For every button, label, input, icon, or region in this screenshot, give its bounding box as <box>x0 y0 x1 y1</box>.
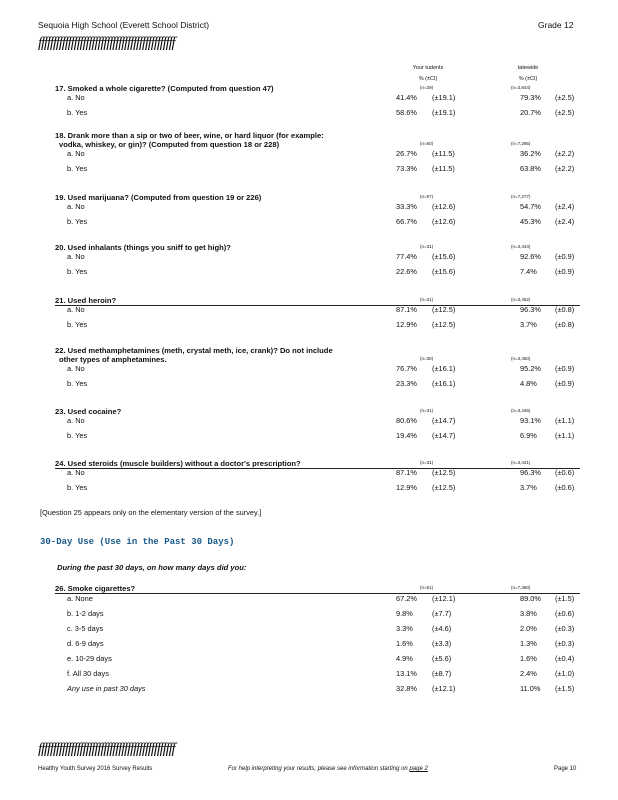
statewide-percent: 95.2% <box>520 364 541 373</box>
table-row <box>0 609 618 620</box>
answer-label: b. Yes <box>67 108 88 117</box>
statewide-ci: (±0.6) <box>555 483 575 492</box>
your-students-percent: 3.3% <box>396 624 413 633</box>
table-row <box>0 93 618 104</box>
answer-label: a. No <box>67 364 85 373</box>
statewide-percent: 3.7% <box>520 483 537 492</box>
answer-label: b. Yes <box>67 320 88 329</box>
sample-size-state: (n=3,444) <box>511 244 531 249</box>
sample-size-state: (n=3,450) <box>511 356 531 361</box>
sample-size-state: (n=3,452) <box>511 297 531 302</box>
question-text: 24. Used steroids (muscle builders) without a doctor's prescription? <box>55 459 301 468</box>
statewide-percent: 2.4% <box>520 669 537 678</box>
question-text: 22. Used methamphetamines (meth, crystal meth, ice, crank)? Do not include <box>55 346 333 355</box>
question-q21 <box>55 296 385 305</box>
table-row <box>0 684 618 695</box>
ornament-top: ffffffffffffffffffffffffffffffffffffffffffffff <box>38 36 175 50</box>
answer-label: b. Yes <box>67 217 88 226</box>
question-text: 18. Drank more than a sip or two of beer, wine, or hard liquor (for example: <box>55 131 324 140</box>
your-students-percent: 9.8% <box>396 609 413 618</box>
answer-label: a. No <box>67 416 85 425</box>
col-your-students-unit: % (±CI) <box>418 76 438 82</box>
table-row <box>0 364 618 375</box>
statewide-ci: (±0.8) <box>555 320 575 329</box>
your-students-percent: 87.1% <box>396 468 417 477</box>
your-students-percent: 12.9% <box>396 320 417 329</box>
section-intro: During the past 30 days, on how many days did you: <box>57 563 247 572</box>
answer-label: b. Yes <box>67 164 88 173</box>
section-title: 30-Day Use (Use in the Past 30 Days) <box>40 537 235 547</box>
your-students-ci: (±12.6) <box>432 202 456 211</box>
statewide-percent: 7.4% <box>520 267 537 276</box>
note-q25: [Question 25 appears only on the elementary version of the survey.] <box>40 508 262 517</box>
table-row <box>0 305 618 316</box>
table-row <box>0 108 618 119</box>
sample-size-local: (n=31) <box>420 460 434 465</box>
statewide-percent: 96.3% <box>520 468 541 477</box>
statewide-ci: (±1.5) <box>555 594 575 603</box>
statewide-percent: 11.0% <box>520 684 541 693</box>
answer-label: Any use in past 30 days <box>67 684 146 693</box>
statewide-percent: 6.9% <box>520 431 537 440</box>
col-statewide-label: tatewide <box>517 65 539 71</box>
statewide-ci: (±0.6) <box>555 609 575 618</box>
footer-help-text: For help interpreting your results, please see information starting on <box>228 766 408 772</box>
school-name: Sequoia High School (Everett School District) <box>38 20 210 30</box>
your-students-percent: 77.4% <box>396 252 417 261</box>
answer-label: a. No <box>67 149 85 158</box>
sample-size-local: (n=31) <box>420 297 434 302</box>
your-students-ci: (±16.1) <box>432 379 456 388</box>
sample-size-local: (n=60) <box>420 141 434 146</box>
your-students-ci: (±19.1) <box>432 93 456 102</box>
grade-label: Grade 12 <box>538 20 574 30</box>
answer-label: a. No <box>67 305 85 314</box>
statewide-ci: (±0.6) <box>555 468 575 477</box>
ornament-bottom: ffffffffffffffffffffffffffffffffffffffffffffff <box>38 742 175 756</box>
your-students-ci: (±16.1) <box>432 364 456 373</box>
answer-label: f. All 30 days <box>67 669 109 678</box>
sample-size-local: (n=30) <box>420 356 434 361</box>
answer-label: a. No <box>67 202 85 211</box>
your-students-percent: 4.9% <box>396 654 413 663</box>
table-row <box>0 149 618 160</box>
statewide-ci: (±0.3) <box>555 624 575 633</box>
your-students-percent: 76.7% <box>396 364 417 373</box>
sample-size-state: (n=3,446) <box>511 408 531 413</box>
statewide-ci: (±2.4) <box>555 202 575 211</box>
your-students-percent: 33.3% <box>396 202 417 211</box>
your-students-ci: (±11.5) <box>432 164 455 173</box>
table-row <box>0 379 618 390</box>
your-students-ci: (±12.5) <box>432 320 456 329</box>
footer-survey: Healthy Youth Survey 2016 Survey Results <box>38 766 153 772</box>
statewide-percent: 45.3% <box>520 217 541 226</box>
your-students-ci: (±7.7) <box>432 609 452 618</box>
statewide-ci: (±0.4) <box>555 654 575 663</box>
statewide-ci: (±0.9) <box>555 379 575 388</box>
table-row <box>0 624 618 635</box>
question-q20 <box>55 243 385 252</box>
footer-help <box>228 766 428 772</box>
your-students-ci: (±8.7) <box>432 669 452 678</box>
answer-label: c. 3-5 days <box>67 624 104 633</box>
your-students-ci: (±14.7) <box>432 416 456 425</box>
your-students-percent: 41.4% <box>396 93 417 102</box>
statewide-percent: 89.0% <box>520 594 541 603</box>
your-students-ci: (±11.5) <box>432 149 455 158</box>
answer-label: e. 10-29 days <box>67 654 112 663</box>
table-row <box>0 431 618 442</box>
answer-label: b. Yes <box>67 483 88 492</box>
table-row <box>0 217 618 228</box>
sample-size-local: (n=31) <box>420 408 434 413</box>
question-text: 21. Used heroin? <box>55 296 117 305</box>
your-students-ci: (±12.1) <box>432 684 456 693</box>
sample-size-state: (n=3,844) <box>511 85 531 90</box>
your-students-percent: 19.4% <box>396 431 417 440</box>
statewide-ci: (±0.9) <box>555 364 575 373</box>
statewide-percent: 4.8% <box>520 379 537 388</box>
table-row <box>0 654 618 665</box>
table-row <box>0 483 618 494</box>
statewide-percent: 2.0% <box>520 624 537 633</box>
sample-size-state: (n=7,277) <box>511 194 531 199</box>
statewide-percent: 3.8% <box>520 609 537 618</box>
col-statewide-unit: % (±CI) <box>518 76 538 82</box>
sample-size-local: (n=29) <box>420 85 434 90</box>
answer-label: b. Yes <box>67 267 88 276</box>
statewide-ci: (±0.9) <box>555 252 575 261</box>
statewide-percent: 20.7% <box>520 108 541 117</box>
table-row <box>0 164 618 175</box>
your-students-ci: (±19.1) <box>432 108 456 117</box>
table-row <box>0 669 618 680</box>
statewide-percent: 1.3% <box>520 639 537 648</box>
sample-size-state: (n=7,360) <box>511 585 531 590</box>
your-students-ci: (±12.5) <box>432 483 456 492</box>
statewide-percent: 92.6% <box>520 252 541 261</box>
your-students-ci: (±5.6) <box>432 654 452 663</box>
statewide-ci: (±1.5) <box>555 684 575 693</box>
table-row <box>0 320 618 331</box>
statewide-percent: 54.7% <box>520 202 541 211</box>
answer-label: a. None <box>67 594 93 603</box>
statewide-ci: (±2.4) <box>555 217 575 226</box>
statewide-ci: (±0.9) <box>555 267 575 276</box>
your-students-percent: 26.7% <box>396 149 417 158</box>
your-students-ci: (±12.5) <box>432 305 456 314</box>
question-text: 17. Smoked a whole cigarette? (Computed from question 47) <box>55 84 274 93</box>
col-your-students-label: Your tudents <box>412 65 444 71</box>
statewide-ci: (±2.2) <box>555 164 575 173</box>
your-students-percent: 1.6% <box>396 639 413 648</box>
table-row <box>0 267 618 278</box>
table-row <box>0 468 618 479</box>
question-text: 23. Used cocaine? <box>55 407 122 416</box>
table-row <box>0 594 618 605</box>
sample-size-local: (n=31) <box>420 244 434 249</box>
answer-label: a. No <box>67 252 85 261</box>
table-row <box>0 416 618 427</box>
answer-label: d. 6-9 days <box>67 639 104 648</box>
statewide-ci: (±2.2) <box>555 149 575 158</box>
table-row <box>0 639 618 650</box>
question-q17 <box>55 84 385 93</box>
your-students-ci: (±15.6) <box>432 252 456 261</box>
col-statewide <box>498 65 558 82</box>
table-row <box>0 202 618 213</box>
statewide-ci: (±0.8) <box>555 305 575 314</box>
question-text: other types of amphetamines. <box>59 355 167 364</box>
question-q19 <box>55 193 385 202</box>
statewide-ci: (±1.1) <box>555 431 575 440</box>
question-q24 <box>55 459 385 468</box>
page-link[interactable]: page 2 <box>409 766 428 772</box>
sample-size-state: (n=3,441) <box>511 460 531 465</box>
your-students-percent: 23.3% <box>396 379 417 388</box>
your-students-ci: (±3.3) <box>432 639 452 648</box>
answer-label: a. No <box>67 93 85 102</box>
statewide-percent: 63.8% <box>520 164 541 173</box>
statewide-ci: (±0.3) <box>555 639 575 648</box>
sample-size-local: (n=57) <box>420 194 434 199</box>
answer-label: b. 1-2 days <box>67 609 104 618</box>
your-students-percent: 73.3% <box>396 164 417 173</box>
statewide-ci: (±2.5) <box>555 93 575 102</box>
statewide-percent: 36.2% <box>520 149 541 158</box>
question-text: 19. Used marijuana? (Computed from question 19 or 226) <box>55 193 262 202</box>
statewide-ci: (±2.5) <box>555 108 575 117</box>
answer-label: b. Yes <box>67 431 88 440</box>
question-text: vodka, whiskey, or gin)? (Computed from question 18 or 228) <box>59 140 280 149</box>
statewide-percent: 1.6% <box>520 654 537 663</box>
your-students-ci: (±12.6) <box>432 217 456 226</box>
your-students-ci: (±15.6) <box>432 267 456 276</box>
your-students-percent: 32.8% <box>396 684 417 693</box>
sample-size-state: (n=7,295) <box>511 141 531 146</box>
your-students-percent: 67.2% <box>396 594 417 603</box>
your-students-percent: 22.6% <box>396 267 417 276</box>
question-q23 <box>55 407 385 416</box>
statewide-percent: 93.1% <box>520 416 541 425</box>
statewide-percent: 79.3% <box>520 93 541 102</box>
page-number: Page 10 <box>554 766 577 772</box>
statewide-percent: 3.7% <box>520 320 537 329</box>
statewide-ci: (±1.1) <box>555 416 575 425</box>
your-students-ci: (±12.5) <box>432 468 456 477</box>
your-students-percent: 66.7% <box>396 217 417 226</box>
question-q18 <box>55 131 385 149</box>
question-text: 20. Used inhalants (things you sniff to get high)? <box>55 243 231 252</box>
your-students-percent: 87.1% <box>396 305 417 314</box>
your-students-percent: 12.9% <box>396 483 417 492</box>
your-students-percent: 58.6% <box>396 108 417 117</box>
your-students-ci: (±4.6) <box>432 624 452 633</box>
your-students-ci: (±14.7) <box>432 431 456 440</box>
statewide-percent: 96.3% <box>520 305 541 314</box>
your-students-percent: 13.1% <box>396 669 417 678</box>
question-q22 <box>55 346 385 364</box>
col-your-students <box>398 65 458 82</box>
your-students-percent: 80.6% <box>396 416 417 425</box>
table-row <box>0 252 618 263</box>
your-students-ci: (±12.1) <box>432 594 456 603</box>
answer-label: b. Yes <box>67 379 88 388</box>
answer-label: a. No <box>67 468 85 477</box>
question-text: 26. Smoke cigarettes? <box>55 584 136 593</box>
sample-size-local: (n=61) <box>420 585 434 590</box>
statewide-ci: (±1.0) <box>555 669 575 678</box>
